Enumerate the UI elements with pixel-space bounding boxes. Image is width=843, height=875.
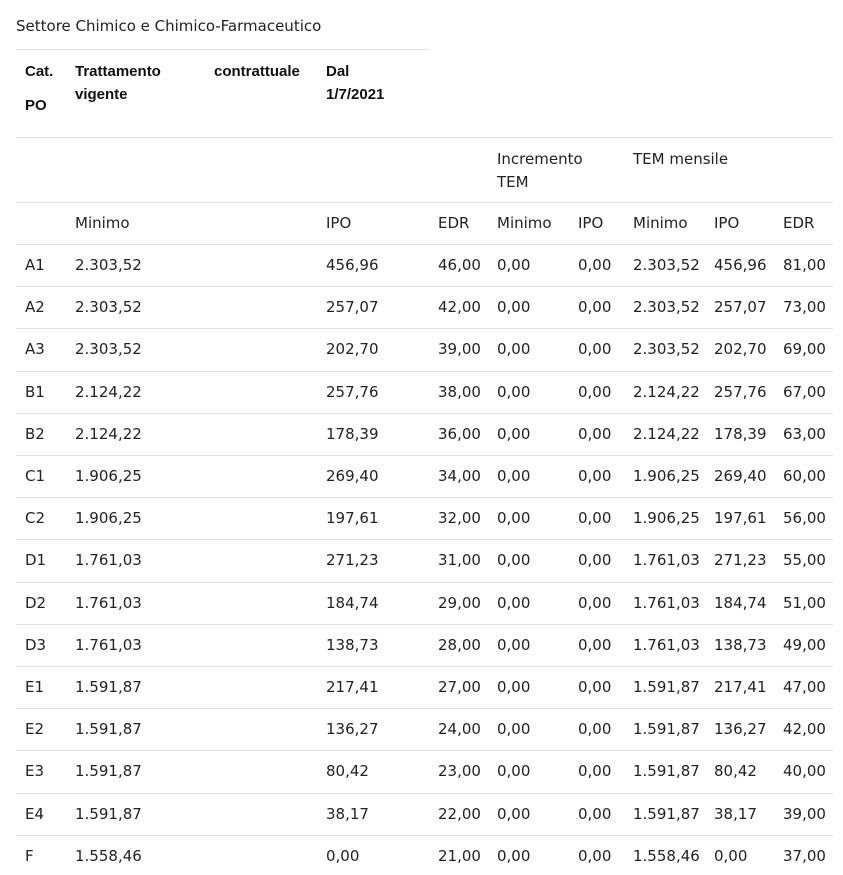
cell-incr-ipo: 0,00 [578, 635, 612, 654]
cell-tem-minimo: 1.591,87 [633, 720, 700, 739]
cell-ipo: 136,27 [326, 720, 379, 739]
divider [16, 49, 430, 50]
cell-incr-minimo: 0,00 [497, 804, 531, 823]
cell-incr-minimo: 0,00 [497, 720, 531, 739]
divider [16, 497, 833, 498]
cell-incr-minimo: 0,00 [497, 256, 531, 274]
divider [16, 371, 833, 372]
cell-tem-minimo: 1.558,46 [633, 846, 700, 865]
cell-cat: B1 [25, 382, 45, 401]
cell-incr-ipo: 0,00 [578, 382, 612, 401]
divider [16, 244, 833, 245]
cell-tem-minimo: 1.761,03 [633, 593, 700, 612]
cell-tem-minimo: 1.591,87 [633, 762, 700, 781]
cell-incr-ipo: 0,00 [578, 298, 612, 317]
cell-ipo: 0,00 [326, 846, 360, 865]
cell-incr-minimo: 0,00 [497, 593, 531, 612]
column-header-minimo: Minimo [75, 214, 130, 232]
cell-incr-ipo: 0,00 [578, 804, 612, 823]
cell-incr-ipo: 0,00 [578, 340, 612, 359]
cell-ipo: 257,76 [326, 382, 379, 401]
cell-tem-ipo: 271,23 [714, 551, 767, 570]
cell-edr: 32,00 [438, 509, 481, 528]
cell-edr: 23,00 [438, 762, 481, 781]
cell-incr-minimo: 0,00 [497, 424, 531, 443]
cell-incr-ipo: 0,00 [578, 424, 612, 443]
cell-tem-edr: 49,00 [783, 635, 826, 654]
cell-edr: 46,00 [438, 256, 481, 274]
cell-tem-ipo: 257,07 [714, 298, 767, 317]
cell-ipo: 456,96 [326, 256, 379, 274]
cell-cat: B2 [25, 424, 45, 443]
cell-edr: 29,00 [438, 593, 481, 612]
cell-cat: C2 [25, 509, 46, 528]
cell-incr-minimo: 0,00 [497, 467, 531, 485]
cell-incr-minimo: 0,00 [497, 762, 531, 781]
cell-tem-edr: 40,00 [783, 762, 826, 781]
column-header-ipo: IPO [326, 214, 352, 232]
cell-ipo: 269,40 [326, 467, 379, 485]
divider [16, 539, 833, 540]
cell-tem-ipo: 269,40 [714, 467, 767, 485]
cell-minimo: 1.591,87 [75, 804, 142, 823]
cell-tem-minimo: 2.124,22 [633, 382, 700, 401]
cell-tem-edr: 60,00 [783, 467, 826, 485]
divider [16, 328, 833, 329]
column-header-edr: EDR [438, 214, 470, 232]
cell-tem-ipo: 178,39 [714, 424, 767, 443]
cell-tem-edr: 47,00 [783, 678, 826, 696]
cell-incr-minimo: 0,00 [497, 635, 531, 654]
cell-edr: 31,00 [438, 551, 481, 570]
cell-incr-ipo: 0,00 [578, 256, 612, 274]
cell-incr-minimo: 0,00 [497, 298, 531, 317]
cell-incr-minimo: 0,00 [497, 846, 531, 865]
cell-cat: A1 [25, 256, 45, 274]
cell-tem-edr: 67,00 [783, 382, 826, 401]
cell-tem-minimo: 1.906,25 [633, 509, 700, 528]
cell-cat: A3 [25, 340, 45, 359]
cell-cat: E4 [25, 804, 45, 823]
cell-edr: 27,00 [438, 678, 481, 696]
cell-minimo: 2.303,52 [75, 340, 142, 359]
cell-tem-minimo: 1.761,03 [633, 635, 700, 654]
divider [16, 582, 833, 583]
cell-incr-minimo: 0,00 [497, 678, 531, 696]
cell-edr: 21,00 [438, 846, 481, 865]
cell-minimo: 1.591,87 [75, 762, 142, 781]
cell-tem-ipo: 217,41 [714, 678, 767, 696]
cell-tem-minimo: 1.761,03 [633, 551, 700, 570]
cell-cat: C1 [25, 467, 46, 485]
cell-cat: D3 [25, 635, 47, 654]
cell-incr-ipo: 0,00 [578, 551, 612, 570]
divider [16, 455, 833, 456]
cell-tem-edr: 81,00 [783, 256, 826, 274]
cell-minimo: 1.761,03 [75, 635, 142, 654]
divider [16, 413, 833, 414]
cell-incr-ipo: 0,00 [578, 846, 612, 865]
header-trattamento: Trattamento [75, 63, 161, 80]
header-po: PO [25, 97, 47, 114]
cell-cat: F [25, 846, 34, 865]
cell-minimo: 1.558,46 [75, 846, 142, 865]
group-header-tem: TEM [497, 173, 529, 191]
cell-incr-minimo: 0,00 [497, 551, 531, 570]
cell-tem-minimo: 2.303,52 [633, 340, 700, 359]
cell-ipo: 197,61 [326, 509, 379, 528]
cell-tem-ipo: 0,00 [714, 846, 748, 865]
cell-tem-ipo: 202,70 [714, 340, 767, 359]
cell-edr: 34,00 [438, 467, 481, 485]
cell-tem-minimo: 1.906,25 [633, 467, 700, 485]
cell-tem-minimo: 2.303,52 [633, 256, 700, 274]
divider [16, 835, 833, 836]
cell-cat: A2 [25, 298, 45, 317]
divider [16, 202, 833, 203]
cell-edr: 42,00 [438, 298, 481, 317]
cell-edr: 22,00 [438, 804, 481, 823]
cell-incr-minimo: 0,00 [497, 382, 531, 401]
cell-ipo: 80,42 [326, 762, 369, 781]
cell-ipo: 184,74 [326, 593, 379, 612]
cell-tem-edr: 55,00 [783, 551, 826, 570]
cell-incr-ipo: 0,00 [578, 678, 612, 696]
cell-ipo: 257,07 [326, 298, 379, 317]
cell-cat: D1 [25, 551, 47, 570]
cell-minimo: 1.591,87 [75, 678, 142, 696]
group-header-tem-mensile: TEM mensile [633, 150, 729, 168]
cell-incr-ipo: 0,00 [578, 762, 612, 781]
cell-cat: E2 [25, 720, 45, 739]
cell-minimo: 2.124,22 [75, 382, 142, 401]
cell-minimo: 2.303,52 [75, 298, 142, 317]
cell-incr-ipo: 0,00 [578, 720, 612, 739]
cell-incr-ipo: 0,00 [578, 509, 612, 528]
section-title: Settore Chimico e Chimico-Farmaceutico [16, 17, 322, 35]
header-dal: Dal [326, 63, 350, 80]
cell-edr: 38,00 [438, 382, 481, 401]
cell-tem-ipo: 136,27 [714, 720, 767, 739]
cell-tem-edr: 39,00 [783, 804, 826, 823]
cell-incr-minimo: 0,00 [497, 340, 531, 359]
divider [16, 137, 833, 138]
cell-tem-minimo: 1.591,87 [633, 804, 700, 823]
cell-ipo: 138,73 [326, 635, 379, 654]
divider [16, 624, 833, 625]
column-header-incr-ipo: IPO [578, 214, 604, 232]
divider [16, 666, 833, 667]
cell-minimo: 2.124,22 [75, 424, 142, 443]
cell-tem-ipo: 184,74 [714, 593, 767, 612]
cell-edr: 39,00 [438, 340, 481, 359]
cell-cat: E3 [25, 762, 45, 781]
header-date: 1/7/2021 [326, 86, 385, 103]
cell-ipo: 178,39 [326, 424, 379, 443]
cell-ipo: 202,70 [326, 340, 379, 359]
cell-tem-edr: 69,00 [783, 340, 826, 359]
cell-edr: 36,00 [438, 424, 481, 443]
cell-cat: D2 [25, 593, 47, 612]
cell-tem-edr: 73,00 [783, 298, 826, 317]
column-header-incr-minimo: Minimo [497, 214, 552, 232]
header-contrattuale: contrattuale [214, 63, 300, 80]
cell-tem-edr: 51,00 [783, 593, 826, 612]
divider [16, 708, 833, 709]
divider [16, 286, 833, 287]
cell-edr: 28,00 [438, 635, 481, 654]
cell-cat: E1 [25, 678, 45, 696]
cell-tem-edr: 37,00 [783, 846, 826, 865]
cell-minimo: 1.906,25 [75, 467, 142, 485]
group-header-incremento: Incremento [497, 150, 583, 168]
cell-ipo: 38,17 [326, 804, 369, 823]
cell-tem-minimo: 2.303,52 [633, 298, 700, 317]
cell-minimo: 1.761,03 [75, 593, 142, 612]
cell-ipo: 271,23 [326, 551, 379, 570]
cell-tem-edr: 63,00 [783, 424, 826, 443]
cell-tem-edr: 56,00 [783, 509, 826, 528]
cell-tem-ipo: 38,17 [714, 804, 757, 823]
divider [16, 793, 833, 794]
header-cat: Cat. [25, 63, 54, 80]
cell-incr-ipo: 0,00 [578, 467, 612, 485]
cell-tem-ipo: 80,42 [714, 762, 757, 781]
cell-ipo: 217,41 [326, 678, 379, 696]
cell-tem-ipo: 138,73 [714, 635, 767, 654]
cell-tem-ipo: 257,76 [714, 382, 767, 401]
cell-minimo: 2.303,52 [75, 256, 142, 274]
cell-tem-edr: 42,00 [783, 720, 826, 739]
header-vigente: vigente [75, 86, 128, 103]
cell-minimo: 1.906,25 [75, 509, 142, 528]
cell-tem-minimo: 2.124,22 [633, 424, 700, 443]
column-header-tem-edr: EDR [783, 214, 815, 232]
cell-minimo: 1.761,03 [75, 551, 142, 570]
cell-edr: 24,00 [438, 720, 481, 739]
cell-tem-ipo: 197,61 [714, 509, 767, 528]
cell-minimo: 1.591,87 [75, 720, 142, 739]
cell-tem-ipo: 456,96 [714, 256, 767, 274]
cell-tem-minimo: 1.591,87 [633, 678, 700, 696]
divider [16, 750, 833, 751]
column-header-tem-ipo: IPO [714, 214, 740, 232]
column-header-tem-minimo: Minimo [633, 214, 688, 232]
cell-incr-minimo: 0,00 [497, 509, 531, 528]
cell-incr-ipo: 0,00 [578, 593, 612, 612]
